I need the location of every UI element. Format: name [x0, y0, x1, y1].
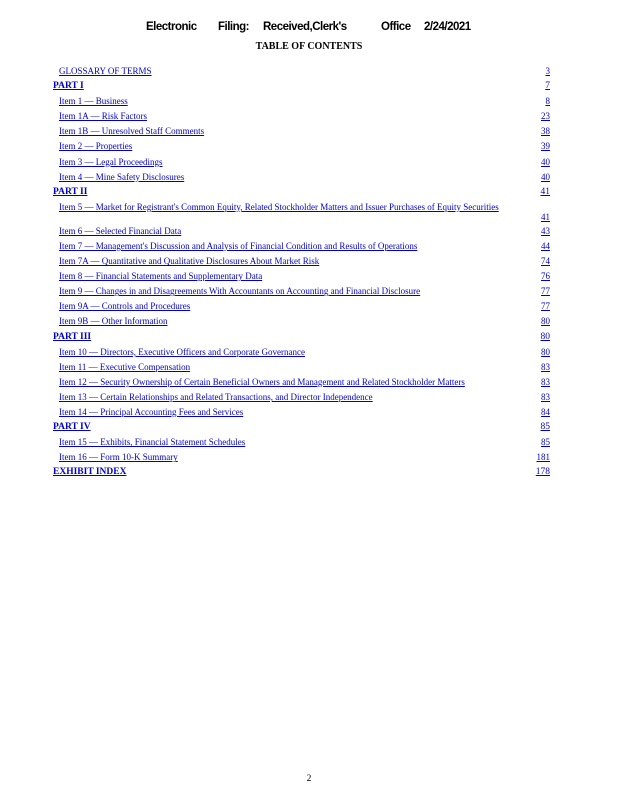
toc-page-link[interactable]: 41 — [541, 211, 550, 222]
toc-section-link[interactable]: EXHIBIT INDEX — [53, 467, 127, 478]
toc-row — [53, 200, 550, 224]
filing-stamp-date: 2/24/2021 — [424, 21, 471, 33]
toc-section-link[interactable]: PART III — [53, 331, 92, 342]
filing-stamp-word-received: Received,Clerk's — [263, 21, 347, 33]
toc-page-link[interactable]: 80 — [540, 331, 550, 342]
toc-page-link[interactable]: 3 — [545, 66, 550, 76]
toc-row — [53, 284, 550, 299]
toc-title: TABLE OF CONTENTS — [255, 41, 363, 52]
toc-row — [53, 345, 550, 360]
toc-page-link[interactable]: 44 — [541, 240, 550, 251]
toc-section-link[interactable]: PART I — [53, 81, 84, 92]
toc-item-link[interactable]: Item 10 — Directors, Executive Officers and Corporate Governance — [59, 346, 305, 357]
toc-item-link[interactable]: Item 9B — Other Information — [59, 316, 168, 327]
page-number: 2 — [306, 774, 312, 784]
toc-page-link[interactable]: 74 — [541, 256, 550, 267]
toc-item-link[interactable]: Item 14 — Principal Accounting Fees and Services — [59, 406, 244, 417]
toc-item-link[interactable]: Item 1B — Unresolved Staff Comments — [59, 126, 205, 137]
toc-page-link[interactable]: 178 — [535, 467, 550, 478]
toc-row — [53, 109, 550, 124]
toc-page-link[interactable]: 80 — [541, 316, 550, 327]
toc-row — [53, 405, 550, 420]
toc-row — [53, 170, 550, 185]
filing-stamp-word-electronic: Electronic — [146, 21, 197, 33]
toc-item-link[interactable]: Item 2 — Properties — [59, 141, 133, 152]
toc-row — [53, 420, 550, 435]
toc-row — [53, 375, 550, 390]
toc-row — [53, 360, 550, 375]
toc-item-link[interactable]: Item 4 — Mine Safety Disclosures — [59, 171, 185, 182]
toc-page-link[interactable]: 39 — [541, 141, 550, 152]
toc-page-link[interactable]: 38 — [541, 126, 550, 137]
toc-page-link[interactable]: 41 — [540, 186, 550, 197]
toc-row — [53, 185, 550, 200]
toc-page-link[interactable]: 76 — [541, 271, 550, 282]
toc-item-link[interactable]: Item 5 — Market for Registrant's Common Equity, Related Stockholder Matters and Issuer Purchases of Equity Securities — [59, 201, 499, 212]
toc-item-link[interactable]: GLOSSARY OF TERMS — [59, 66, 152, 76]
toc-row — [53, 314, 550, 329]
toc-page-link[interactable]: 40 — [541, 171, 550, 182]
toc-item-link[interactable]: Item 15 — Exhibits, Financial Statement Schedules — [59, 437, 246, 448]
toc-page-link[interactable]: 84 — [541, 406, 550, 417]
toc-row — [53, 239, 550, 254]
toc-row — [53, 155, 550, 170]
toc-page-link[interactable]: 23 — [541, 111, 550, 122]
toc-item-link[interactable]: Item 12 — Security Ownership of Certain Beneficial Owners and Management and Related Stockholder Matters — [59, 376, 465, 387]
toc-page-link[interactable]: 83 — [541, 361, 550, 372]
toc-section-link[interactable]: PART II — [53, 186, 88, 197]
toc-row — [53, 465, 550, 480]
toc-row — [53, 450, 550, 465]
toc-row — [53, 94, 550, 109]
toc-page-link[interactable]: 8 — [545, 96, 550, 107]
toc-section-link[interactable]: PART IV — [53, 422, 91, 433]
toc-page-link[interactable]: 77 — [541, 286, 550, 297]
toc-page-link[interactable]: 85 — [541, 437, 550, 448]
toc-page-link[interactable]: 85 — [540, 422, 550, 433]
toc-page-link[interactable]: 43 — [541, 225, 550, 236]
toc-item-link[interactable]: Item 3 — Legal Proceedings — [59, 156, 163, 167]
filing-stamp-word-filing: Filing: — [218, 21, 249, 33]
toc-row — [53, 64, 550, 79]
toc-item-link[interactable]: Item 11 — Executive Compensation — [59, 361, 191, 372]
toc-page-link[interactable]: 77 — [541, 301, 550, 312]
toc-item-link[interactable]: Item 9 — Changes in and Disagreements With Accountants on Accounting and Financial Disclosure — [59, 286, 421, 297]
toc-page-link[interactable]: 80 — [541, 346, 550, 357]
toc-item-link[interactable]: Item 16 — Form 10-K Summary — [59, 452, 178, 463]
toc-row — [53, 224, 550, 239]
toc-page-link[interactable]: 7 — [545, 81, 550, 92]
filing-stamp-header — [0, 21, 618, 37]
toc-page-link[interactable]: 83 — [541, 376, 550, 387]
toc-row — [53, 139, 550, 154]
toc-page-link[interactable]: 40 — [541, 156, 550, 167]
toc-row — [53, 435, 550, 450]
toc-item-link[interactable]: Item 13 — Certain Relationships and Related Transactions, and Director Independence — [59, 391, 373, 402]
toc-item-link[interactable]: Item 1 — Business — [59, 96, 128, 107]
toc-row — [53, 390, 550, 405]
toc-item-link[interactable]: Item 9A — Controls and Procedures — [59, 301, 191, 312]
toc-row — [53, 299, 550, 314]
toc-item-link[interactable]: Item 7 — Management's Discussion and Analysis of Financial Condition and Results of Operations — [59, 240, 418, 251]
toc-page-link[interactable]: 83 — [541, 391, 550, 402]
toc-item-link[interactable]: Item 8 — Financial Statements and Supplementary Data — [59, 271, 263, 282]
toc-row — [53, 79, 550, 94]
toc-row — [53, 124, 550, 139]
toc-item-link[interactable]: Item 7A — Quantitative and Qualitative Disclosures About Market Risk — [59, 256, 320, 267]
toc-row — [53, 330, 550, 345]
toc-page-link[interactable]: 181 — [536, 452, 550, 463]
toc-item-link[interactable]: Item 1A — Risk Factors — [59, 111, 147, 122]
toc-row — [53, 254, 550, 269]
table-of-contents — [53, 64, 550, 480]
filing-stamp-word-office: Office — [381, 21, 411, 33]
toc-item-link[interactable]: Item 6 — Selected Financial Data — [59, 225, 182, 236]
toc-row — [53, 269, 550, 284]
